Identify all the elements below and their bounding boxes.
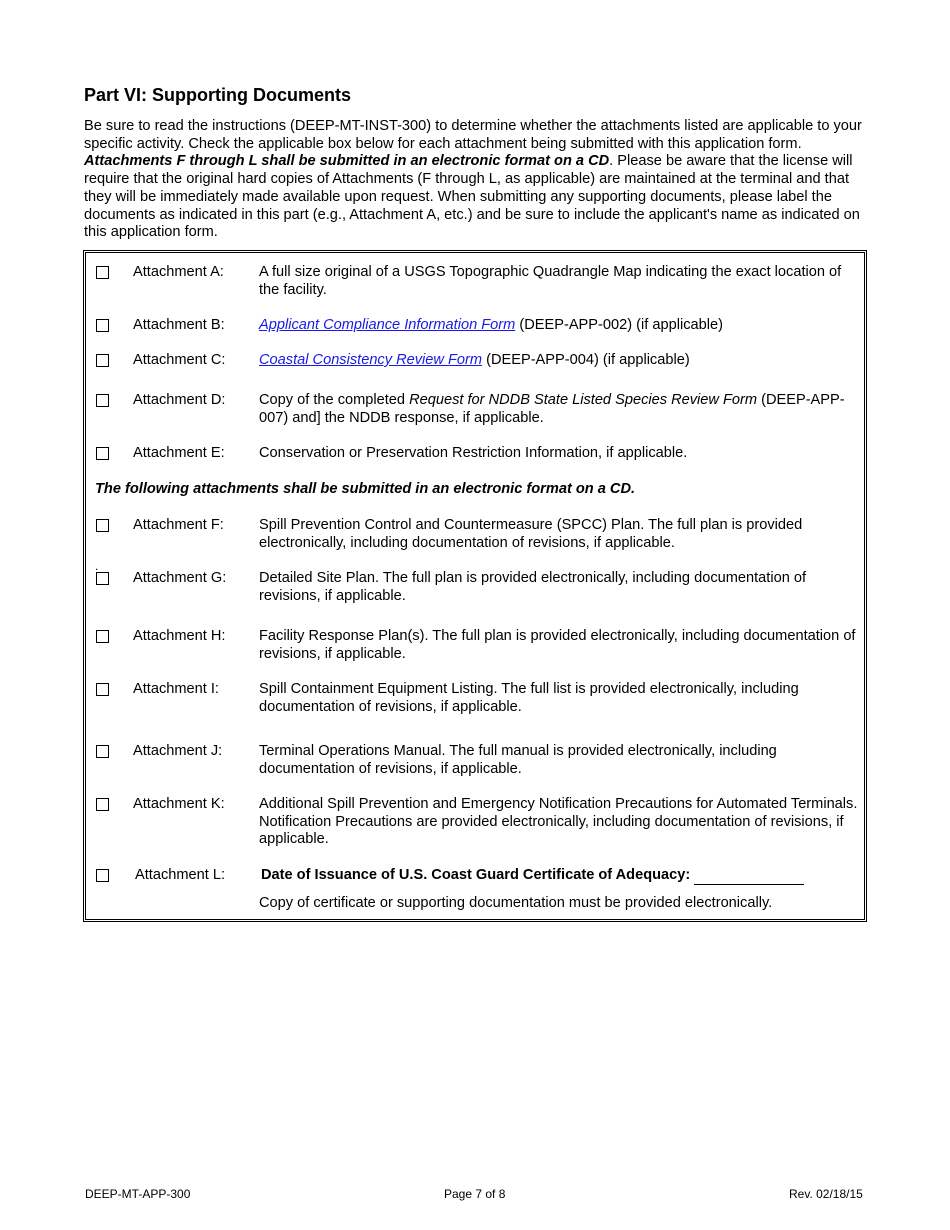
attachment-c-label: Attachment C: bbox=[133, 352, 226, 368]
attachment-h-checkbox[interactable] bbox=[96, 630, 109, 643]
attachment-b-checkbox[interactable] bbox=[96, 319, 109, 332]
attachment-d-label: Attachment D: bbox=[133, 392, 226, 408]
attachment-l-description: Copy of certificate or supporting documentation must be provided electronically. bbox=[259, 895, 773, 911]
attachment-g-label: Attachment G: bbox=[133, 570, 227, 586]
applicant-compliance-form-link[interactable]: Applicant Compliance Information Form bbox=[259, 317, 516, 333]
page-title: Part VI: Supporting Documents bbox=[84, 85, 352, 105]
electronic-format-subheading: The following attachments shall be submitted in an electronic format on a CD. bbox=[95, 481, 636, 497]
footer-page-number: Page 7 of 8 bbox=[444, 1187, 506, 1201]
stray-dot: . bbox=[95, 559, 99, 573]
attachment-b-text: (DEEP-APP-002) (if applicable) bbox=[515, 317, 723, 333]
instructions-emphasis: Attachments F through L shall be submitted in an electronic format on a CD bbox=[84, 153, 610, 170]
attachment-b-description bbox=[259, 317, 859, 335]
coastal-consistency-form-link[interactable]: Coastal Consistency Review Form bbox=[259, 352, 483, 368]
attachment-a-checkbox[interactable] bbox=[96, 266, 109, 279]
attachment-d-form-name: Request for NDDB State Listed Species Review Form bbox=[409, 392, 758, 408]
attachment-j-checkbox[interactable] bbox=[96, 745, 109, 758]
attachment-f-checkbox[interactable] bbox=[96, 519, 109, 532]
attachment-j-description: Terminal Operations Manual. The full manual is provided electronically, including documentation of revisions, if applicable. bbox=[259, 743, 777, 777]
coast-guard-date-field bbox=[261, 867, 861, 885]
attachment-a-description: A full size original of a USGS Topographic Quadrangle Map indicating the exact location of the facility. bbox=[259, 264, 842, 298]
attachment-i-checkbox[interactable] bbox=[96, 683, 109, 696]
attachment-b-label: Attachment B: bbox=[133, 317, 225, 333]
attachment-g-checkbox[interactable] bbox=[96, 572, 109, 585]
attachment-h-description: Facility Response Plan(s). The full plan is provided electronically, including documentation of revisions, if applicable. bbox=[259, 628, 856, 662]
attachment-c-checkbox[interactable] bbox=[96, 354, 109, 367]
attachment-k-description: Additional Spill Prevention and Emergency Notification Precautions for Automated Terminals. Notification Precautions are provided electronically, including documentation of revisions, if applicable. bbox=[259, 796, 858, 848]
attachment-d-text-pre: Copy of the completed bbox=[259, 392, 410, 408]
attachment-a-label: Attachment A: bbox=[133, 264, 224, 280]
attachment-h-label: Attachment H: bbox=[133, 628, 226, 644]
coast-guard-date-input[interactable] bbox=[694, 870, 804, 885]
attachment-f-label: Attachment F: bbox=[133, 517, 224, 533]
instructions-text-2: . Please be aware that the license will require that the original hard copies of Attachments (F through L, as applicable) are maintained at the terminal and that they will be immediately made available upon request. When submitting any supporting documents, please label the documents as indicated in this part (e.g., Attachment A, etc.) and be sure to include the applicant's name as indicated on this application form. bbox=[84, 153, 860, 241]
coast-guard-date-label: Date of Issuance of U.S. Coast Guard Certificate of Adequacy: bbox=[261, 867, 691, 883]
attachment-c-text: (DEEP-APP-004) (if applicable) bbox=[482, 352, 690, 368]
attachment-d-text-post: (DEEP-APP-007) and] the NDDB response, if applicable. bbox=[259, 392, 845, 426]
instructions-paragraph bbox=[84, 118, 866, 242]
attachment-d-description bbox=[259, 392, 859, 427]
footer-revision: Rev. 02/18/15 bbox=[789, 1187, 863, 1201]
attachment-c-description bbox=[259, 352, 859, 370]
attachment-k-checkbox[interactable] bbox=[96, 798, 109, 811]
attachment-e-checkbox[interactable] bbox=[96, 447, 109, 460]
attachment-i-description: Spill Containment Equipment Listing. The full list is provided electronically, including documentation of revisions, if applicable. bbox=[259, 681, 799, 715]
attachment-i-label: Attachment I: bbox=[133, 681, 219, 697]
attachment-f-description: Spill Prevention Control and Countermeasure (SPCC) Plan. The full plan is provided electronically, including documentation of revisions, if applicable. bbox=[259, 517, 803, 551]
attachments-table bbox=[83, 250, 867, 922]
attachment-d-checkbox[interactable] bbox=[96, 394, 109, 407]
attachment-e-label: Attachment E: bbox=[133, 445, 225, 461]
attachment-g-description: Detailed Site Plan. The full plan is provided electronically, including documentation of revisions, if applicable. bbox=[259, 570, 807, 604]
attachment-j-label: Attachment J: bbox=[133, 743, 223, 759]
attachment-k-label: Attachment K: bbox=[133, 796, 225, 812]
attachment-l-checkbox[interactable] bbox=[96, 869, 109, 882]
instructions-text-1: Be sure to read the instructions (DEEP-MT-INST-300) to determine whether the attachments listed are applicable to your specific activity. Check the applicable box below for each attachment being submitted with this application form. bbox=[84, 118, 862, 152]
attachment-e-description: Conservation or Preservation Restriction Information, if applicable. bbox=[259, 445, 688, 461]
attachment-l-label: Attachment L: bbox=[135, 867, 226, 883]
footer-form-id: DEEP-MT-APP-300 bbox=[85, 1187, 191, 1201]
